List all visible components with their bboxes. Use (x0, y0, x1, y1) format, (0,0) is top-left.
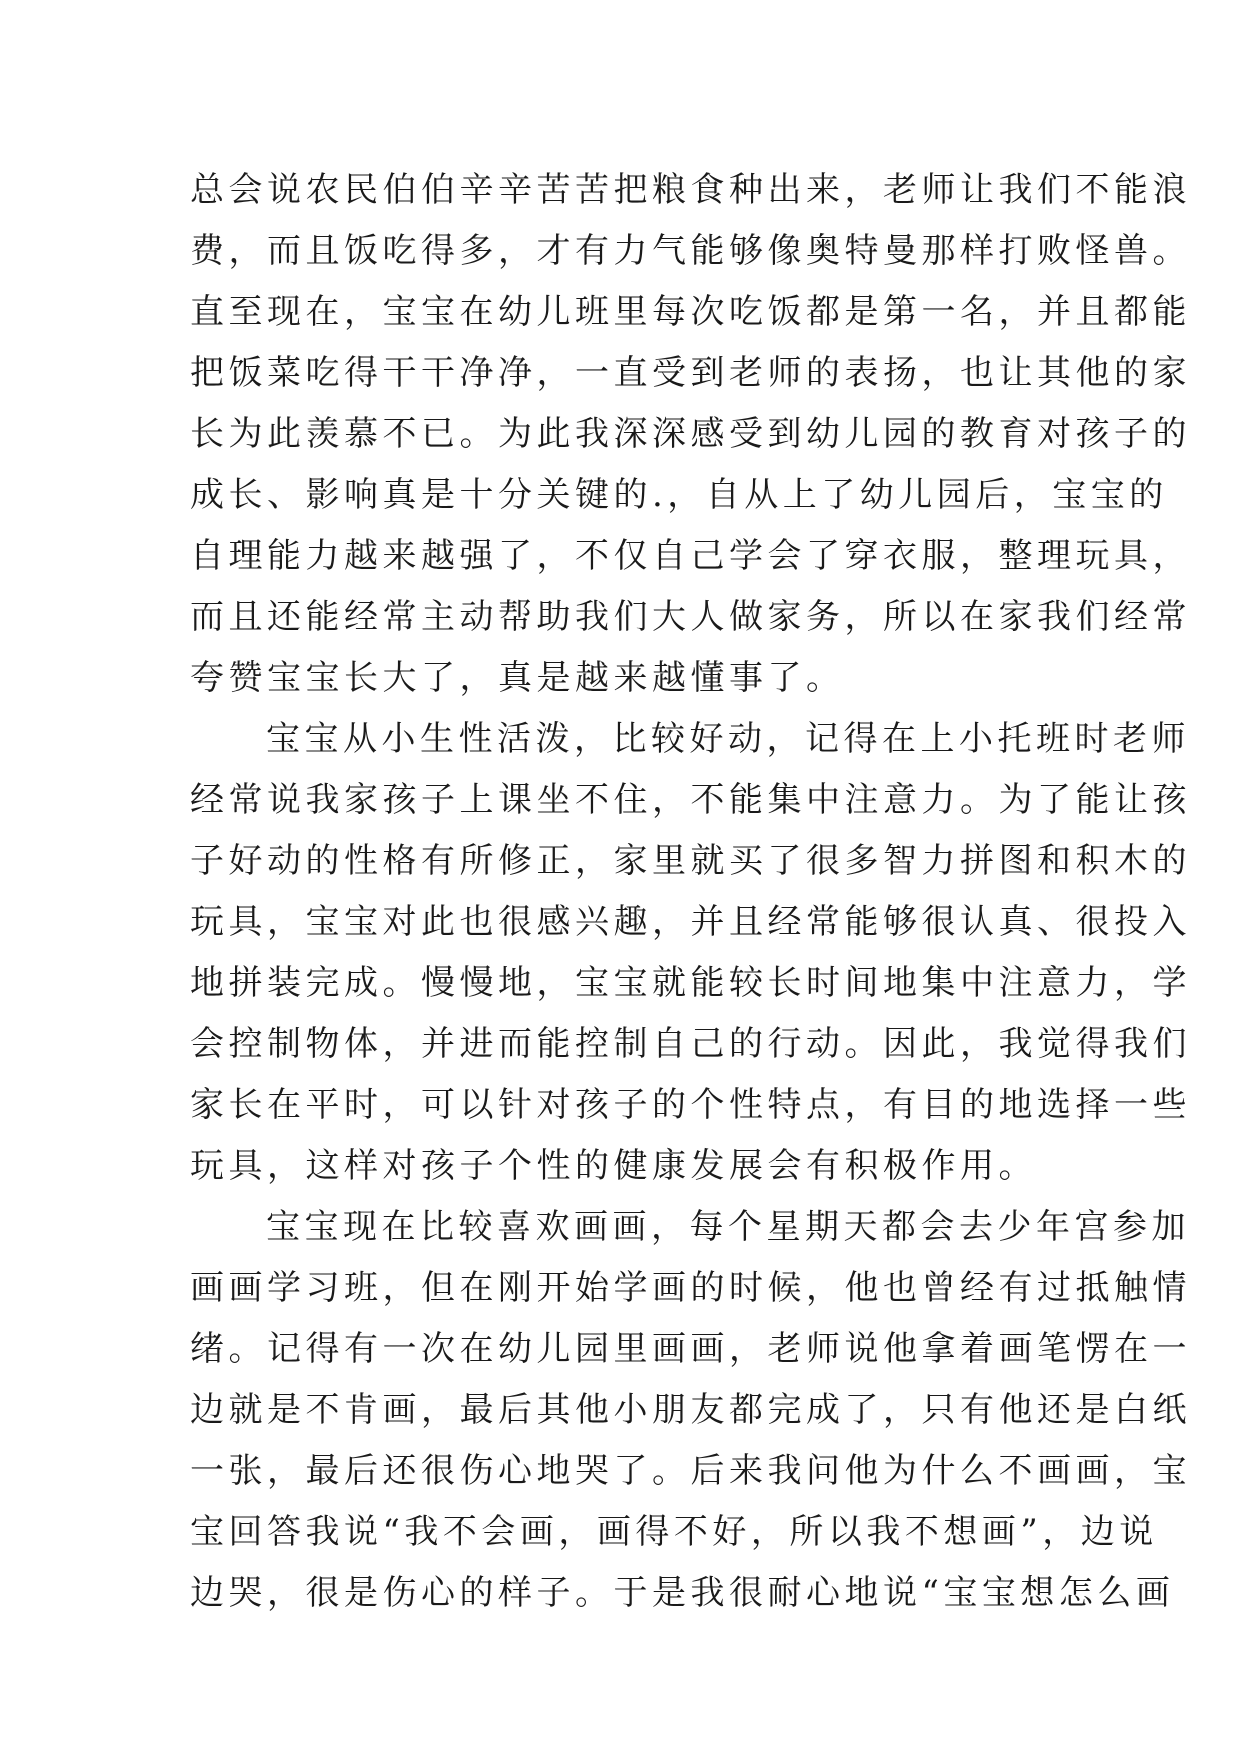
text-line: 绪。记得有一次在幼儿园里画画，老师说他拿着画笔愣在一 (190, 1329, 1191, 1369)
text-line: 成长、影响真是十分关键的.，自从上了幼儿园后，宝宝的 (190, 475, 1168, 515)
text-line: 而且还能经常主动帮助我们大人做家务，所以在家我们经常 (190, 597, 1191, 637)
text-line: 一张，最后还很伤心地哭了。后来我问他为什么不画画，宝 (190, 1451, 1191, 1491)
text-line: 总会说农民伯伯辛辛苦苦把粮食种出来，老师让我们不能浪 (190, 170, 1191, 210)
text-line: 自理能力越来越强了，不仅自己学会了穿衣服，整理玩具， (190, 536, 1191, 576)
text-line: 边就是不肯画，最后其他小朋友都完成了，只有他还是白纸 (190, 1390, 1191, 1430)
text-line: 边哭，很是伤心的样子。于是我很耐心地说“宝宝想怎么画 (190, 1573, 1175, 1613)
text-line: 玩具，这样对孩子个性的健康发展会有积极作用。 (190, 1146, 1037, 1186)
text-line: 费，而且饭吃得多，才有力气能够像奥特曼那样打败怪兽。 (190, 231, 1191, 271)
text-line: 会控制物体，并进而能控制自己的行动。因此，我觉得我们 (190, 1024, 1191, 1064)
document-text-body (190, 160, 1191, 1624)
text-line: 画画学习班，但在刚开始学画的时候，他也曾经有过抵触情 (190, 1268, 1191, 1308)
paragraph-start-line: 宝宝从小生性活泼，比较好动，记得在上小托班时老师 (266, 719, 1190, 759)
text-line: 玩具，宝宝对此也很感兴趣，并且经常能够很认真、很投入 (190, 902, 1191, 942)
paragraph-start-line: 宝宝现在比较喜欢画画，每个星期天都会去少年宫参加 (266, 1207, 1190, 1247)
text-line: 经常说我家孩子上课坐不住，不能集中注意力。为了能让孩 (190, 780, 1191, 820)
text-line: 长为此羡慕不已。为此我深深感受到幼儿园的教育对孩子的 (190, 414, 1191, 454)
text-line: 子好动的性格有所修正，家里就买了很多智力拼图和积木的 (190, 841, 1191, 881)
text-line: 夸赞宝宝长大了，真是越来越懂事了。 (190, 658, 845, 698)
text-line: 直至现在，宝宝在幼儿班里每次吃饭都是第一名，并且都能 (190, 292, 1191, 332)
text-line: 宝回答我说“我不会画，画得不好，所以我不想画”，边说 (190, 1512, 1158, 1552)
text-line: 把饭菜吃得干干净净，一直受到老师的表扬，也让其他的家 (190, 353, 1191, 393)
text-line: 地拼装完成。慢慢地，宝宝就能较长时间地集中注意力，学 (190, 963, 1191, 1003)
text-line: 家长在平时，可以针对孩子的个性特点，有目的地选择一些 (190, 1085, 1191, 1125)
